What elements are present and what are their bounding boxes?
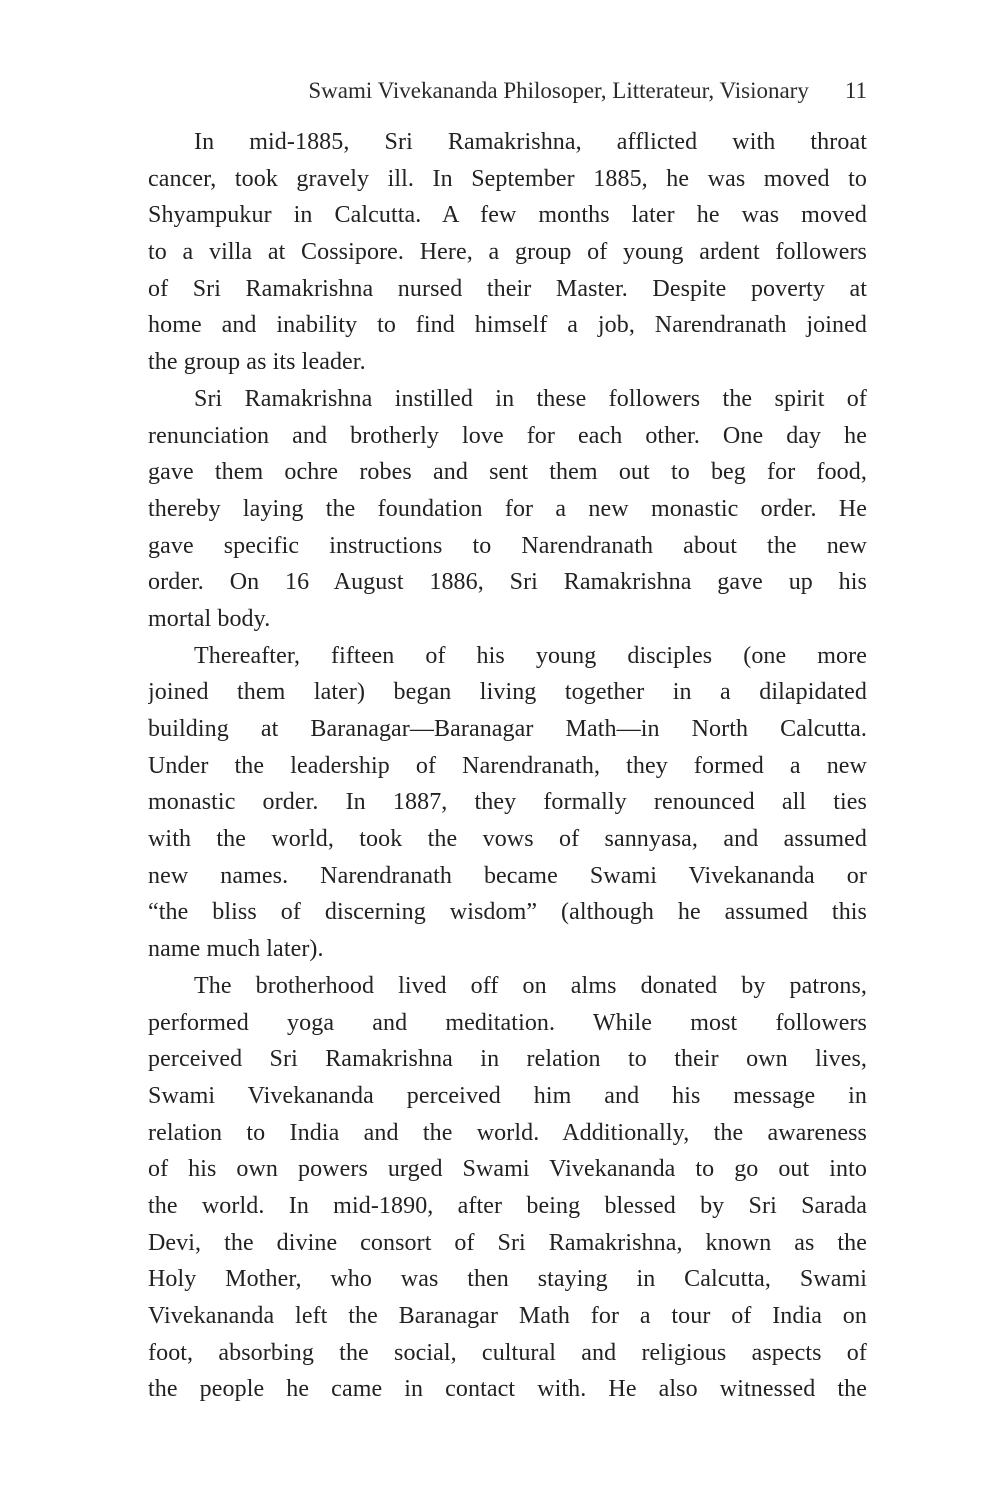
text-line: Sri Ramakrishna instilled in these followers the spirit of (194, 385, 867, 412)
text-line: cancer, took gravely ill. In September 1885, he was moved to (148, 165, 867, 192)
text-line: Swami Vivekananda perceived him and his message in (148, 1082, 867, 1109)
text-line: of Sri Ramakrishna nursed their Master. Despite poverty at (148, 275, 867, 302)
text-line: monastic order. In 1887, they formally renounced all ties (148, 789, 867, 816)
text-line: performed yoga and meditation. While most followers (148, 1009, 867, 1036)
text-line: order. On 16 August 1886, Sri Ramakrishna gave up his (148, 569, 867, 596)
text-line: mortal body. (148, 605, 271, 632)
text-line: relation to India and the world. Additionally, the awareness (148, 1119, 867, 1146)
text-line: the world. In mid-1890, after being blessed by Sri Sarada (148, 1192, 867, 1219)
text-line: name much later). (148, 936, 324, 963)
text-line: “the bliss of discerning wisdom” (although he assumed this (148, 899, 867, 926)
text-line: of his own powers urged Swami Vivekananda to go out into (148, 1156, 867, 1183)
text-line: The brotherhood lived off on alms donated by patrons, (194, 972, 867, 999)
text-line: foot, absorbing the social, cultural and religious aspects of (148, 1339, 867, 1366)
paragraph (148, 638, 867, 968)
paragraph (148, 381, 867, 638)
text-line: new names. Narendranath became Swami Vivekananda or (148, 862, 867, 889)
paragraph (148, 968, 867, 1408)
text-line: perceived Sri Ramakrishna in relation to their own lives, (148, 1046, 867, 1073)
text-line: Vivekananda left the Baranagar Math for a tour of India on (148, 1303, 867, 1329)
text-line: Holy Mother, who was then staying in Calcutta, Swami (148, 1266, 867, 1293)
text-line: the people he came in contact with. He also witnessed the (148, 1376, 867, 1403)
text-line: building at Baranagar—Baranagar Math—in North Calcutta. (148, 716, 867, 742)
text-line: In mid-1885, Sri Ramakrishna, afflicted with throat (194, 129, 867, 155)
text-line: to a villa at Cossipore. Here, a group of young ardent followers (148, 239, 867, 266)
paragraph (148, 124, 867, 381)
text-line: gave specific instructions to Narendranath about the new (148, 532, 867, 559)
text-line: home and inability to find himself a job, Narendranath joined (148, 312, 867, 339)
text-line: Shyampukur in Calcutta. A few months later he was moved (148, 202, 867, 229)
text-line: with the world, took the vows of sannyasa, and assumed (148, 826, 867, 853)
running-header (148, 76, 867, 106)
text-line: gave them ochre robes and sent them out to beg for food, (148, 459, 867, 486)
text-line: Thereafter, fifteen of his young disciples (one more (194, 642, 867, 669)
text-line: renunciation and brotherly love for each other. One day he (148, 422, 867, 449)
text-line: joined them later) began living together in a dilapidated (148, 679, 867, 706)
page-number: 11 (844, 78, 867, 103)
text-line: Devi, the divine consort of Sri Ramakrishna, known as the (148, 1229, 867, 1256)
text-line: the group as its leader. (148, 349, 366, 376)
running-header-title: Swami Vivekananda Philosoper, Litterateur, Visionary (308, 78, 809, 103)
page-body (148, 124, 867, 1408)
text-line: thereby laying the foundation for a new monastic order. He (148, 495, 867, 522)
text-line: Under the leadership of Narendranath, they formed a new (148, 752, 867, 779)
